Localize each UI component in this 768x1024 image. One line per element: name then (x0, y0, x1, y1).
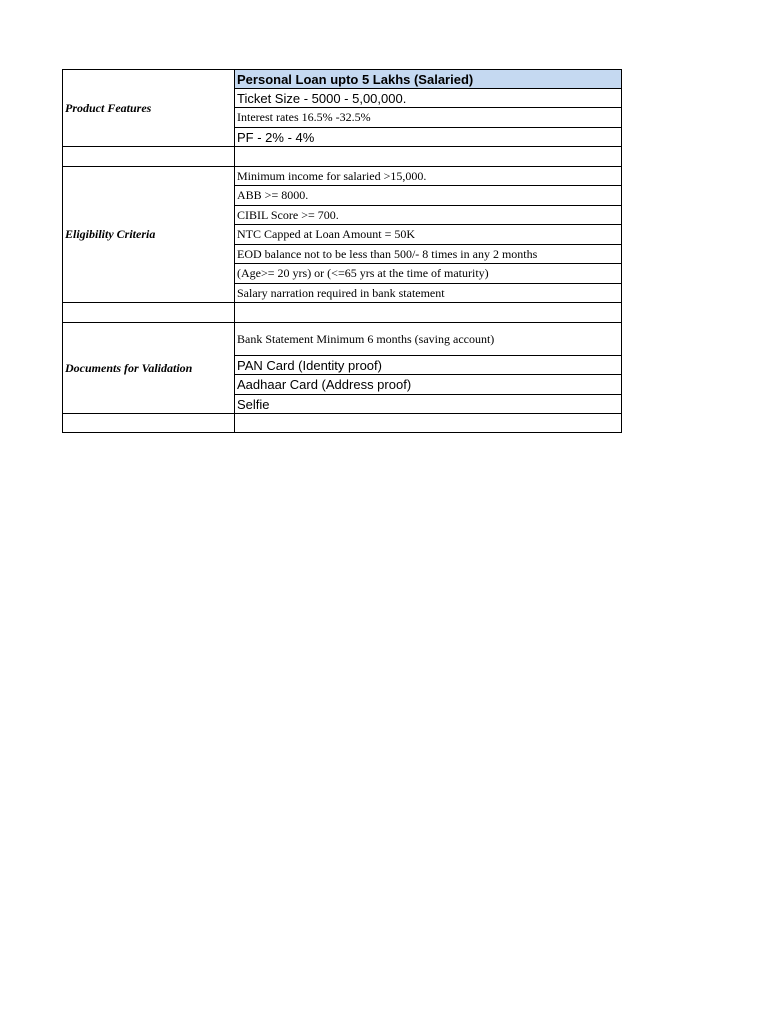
section-label-documents-for-validation: Documents for Validation (63, 323, 235, 414)
document-item: PAN Card (Identity proof) (235, 356, 622, 375)
eligibility-item: Minimum income for salaried >15,000. (235, 167, 622, 186)
document-item: Bank Statement Minimum 6 months (saving account) (235, 323, 622, 356)
empty-row (63, 414, 622, 433)
eligibility-item: ABB >= 8000. (235, 186, 622, 206)
document-item: Selfie (235, 395, 622, 414)
eligibility-item: EOD balance not to be less than 500/- 8 times in any 2 months (235, 245, 622, 264)
feature-ticket-size: Ticket Size - 5000 - 5,00,000. (235, 89, 622, 108)
table-row (63, 167, 622, 186)
loan-details-table (62, 69, 622, 433)
empty-cell (235, 147, 622, 167)
empty-cell (63, 303, 235, 323)
table-row (63, 70, 622, 89)
section-label-product-features: Product Features (63, 70, 235, 147)
empty-row (63, 147, 622, 167)
eligibility-item: NTC Capped at Loan Amount = 50K (235, 225, 622, 245)
section-label-eligibility-criteria: Eligibility Criteria (63, 167, 235, 303)
table-header-title: Personal Loan upto 5 Lakhs (Salaried) (235, 70, 622, 89)
empty-cell (235, 414, 622, 433)
eligibility-item: (Age>= 20 yrs) or (<=65 yrs at the time of maturity) (235, 264, 622, 284)
document-item: Aadhaar Card (Address proof) (235, 375, 622, 395)
empty-row (63, 303, 622, 323)
feature-processing-fee: PF - 2% - 4% (235, 128, 622, 147)
feature-interest-rates: Interest rates 16.5% -32.5% (235, 108, 622, 128)
empty-cell (63, 147, 235, 167)
empty-cell (235, 303, 622, 323)
eligibility-item: CIBIL Score >= 700. (235, 206, 622, 225)
eligibility-item: Salary narration required in bank statement (235, 284, 622, 303)
empty-cell (63, 414, 235, 433)
table-row (63, 323, 622, 356)
